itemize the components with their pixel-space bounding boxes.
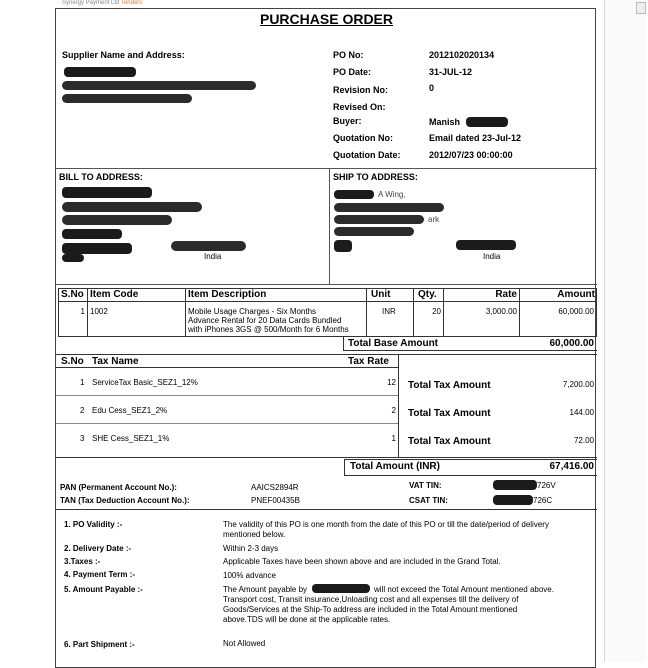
quotation-date-value: 2012/07/23 00:00:00 [429, 150, 513, 160]
redaction-mark [62, 202, 202, 212]
term-text: Within 2-3 days [223, 544, 279, 553]
bill-to-country: India [204, 252, 222, 261]
ship-to-label: SHIP TO ADDRESS: [333, 172, 418, 182]
tax-name: SHE Cess_SEZ1_1% [92, 434, 170, 443]
total-base-label: Total Base Amount [348, 338, 439, 349]
supplier-label: Supplier Name and Address: [62, 50, 185, 60]
item-desc-line-1: Mobile Usage Charges - Six Months [188, 307, 317, 316]
redaction-mark [334, 227, 414, 236]
header-line-left: Synergy Payment Ltd [62, 0, 120, 6]
po-no-value: 2012102020134 [429, 50, 495, 60]
buyer-value: Manish [429, 117, 461, 127]
redaction-mark [62, 94, 192, 103]
redaction-mark [334, 240, 352, 252]
tan-label: TAN (Tax Deduction Account No.): [60, 496, 190, 505]
tax-sno: 3 [80, 434, 85, 443]
redaction-mark [493, 495, 533, 505]
vat-tin-label: VAT TIN: [409, 481, 442, 490]
quotation-no-label: Quotation No: [333, 133, 393, 143]
csat-tin-suffix: 726C [533, 496, 553, 505]
buyer-label: Buyer: [333, 116, 362, 126]
quotation-date-label: Quotation Date: [333, 150, 401, 160]
term-text: will not exceed the Total Amount mentioned above. [374, 585, 554, 594]
grand-total-label: Total Amount (INR) [350, 461, 440, 472]
redaction-mark [62, 243, 132, 254]
items-header-sno: S.No [61, 289, 84, 300]
redaction-mark [64, 67, 136, 77]
redaction-mark [62, 254, 84, 262]
term-text: The validity of this PO is one month from the date of this PO or till the date/period of delivery [223, 520, 549, 529]
items-col-border [87, 288, 88, 336]
item-sno: 1 [80, 307, 85, 316]
term-text: 100% advance [223, 571, 276, 580]
redaction-mark [62, 229, 122, 239]
term-text: Applicable Taxes have been shown above and are included in the Grand Total. [223, 557, 501, 566]
total-base-bottom [343, 350, 597, 351]
term-label: 5. Amount Payable :- [64, 585, 143, 594]
tax-header-sno: S.No [61, 356, 84, 367]
items-col-border [185, 288, 186, 336]
term-text: Transport cost, Transit insurance,Unloading cost and all expenses till the delivery of [223, 595, 519, 604]
tax-total-amount: 7,200.00 [562, 380, 594, 389]
tax-row-divider [56, 423, 398, 424]
term-label: 4. Payment Term :- [64, 570, 135, 579]
item-amount: 60,000.00 [558, 307, 594, 316]
items-header-unit: Unit [371, 289, 391, 300]
tax-sno: 1 [80, 378, 85, 387]
po-date-value: 31-JUL-12 [429, 67, 473, 77]
tax-total-label: Total Tax Amount [408, 436, 491, 447]
section-divider [56, 168, 597, 169]
tax-col-border [398, 354, 399, 457]
section-divider [56, 284, 597, 285]
redaction-mark [334, 203, 444, 212]
revised-on-label: Revised On: [333, 102, 386, 112]
term-label: 2. Delivery Date :- [64, 544, 132, 553]
grand-total-bottom [344, 475, 597, 476]
item-unit: INR [382, 307, 396, 316]
total-base-value: 60,000.00 [549, 338, 594, 349]
redaction-mark [62, 215, 172, 225]
term-text: The Amount payable by [223, 585, 308, 594]
redaction-mark [334, 190, 374, 199]
term-label: 3.Taxes :- [64, 557, 101, 566]
revision-no-label: Revision No: [333, 85, 389, 95]
grand-total-value: 67,416.00 [549, 461, 594, 472]
items-col-border [596, 288, 597, 336]
term-text: mentioned below. [223, 530, 286, 539]
tax-table-top [56, 354, 597, 355]
vertical-scrollbar[interactable] [604, 0, 645, 662]
tax-name: Edu Cess_SEZ1_2% [92, 406, 168, 415]
redaction-mark [171, 241, 246, 251]
vat-tin-suffix: 726V [537, 481, 556, 490]
header-line [62, 0, 142, 6]
section-divider [329, 168, 330, 285]
item-rate: 3,000.00 [485, 307, 517, 316]
items-header-code: Item Code [90, 289, 139, 300]
items-col-border [366, 288, 367, 336]
tax-total-label: Total Tax Amount [408, 380, 491, 391]
tax-rate: 1 [391, 434, 396, 443]
section-divider [56, 509, 597, 510]
scrollbar-thumb[interactable] [636, 2, 646, 14]
ship-to-country: India [483, 252, 501, 261]
purchase-order-page [55, 8, 596, 668]
items-header-qty: Qty. [418, 289, 437, 300]
redaction-mark [62, 187, 152, 198]
total-base-border [343, 336, 344, 350]
redaction-mark [312, 584, 370, 593]
tax-header-bottom [56, 367, 398, 368]
item-code: 1002 [90, 307, 108, 316]
tax-header-name: Tax Name [92, 356, 139, 367]
tax-header-rate: Tax Rate [348, 356, 389, 367]
term-label: 1. PO Validity :- [64, 520, 123, 529]
items-header-rate: Rate [495, 289, 517, 300]
redaction-mark [62, 81, 256, 90]
item-desc-line-2: Advance Rental for 20 Data Cards Bundled [188, 316, 342, 325]
pan-value: AAICS2894R [251, 483, 299, 492]
term-label: 6. Part Shipment :- [64, 640, 135, 649]
ship-to-fragment: A Wing, [378, 190, 406, 199]
po-date-label: PO Date: [333, 67, 372, 77]
redaction-mark [493, 480, 537, 490]
bill-to-label: BILL TO ADDRESS: [59, 172, 143, 182]
header-line-accent: Tenders [120, 0, 143, 6]
quotation-no-value: Email dated 23-Jul-12 [429, 133, 522, 143]
tax-name: ServiceTax Basic_SEZ1_12% [92, 378, 198, 387]
term-text: above.TDS will be done at the applicable rates. [223, 615, 391, 624]
items-body-bottom [58, 336, 597, 337]
po-no-label: PO No: [333, 50, 364, 60]
item-desc-line-3: with iPhones 3GS @ 500/Month for 6 Months [188, 325, 349, 334]
tax-total-amount: 144.00 [569, 408, 594, 417]
revision-no-value: 0 [429, 83, 435, 93]
tax-total-amount: 72.00 [573, 436, 594, 445]
grand-total-border [344, 459, 345, 475]
tan-value: PNEF00435B [251, 496, 300, 505]
redaction-mark [334, 215, 424, 224]
tax-sno: 2 [80, 406, 85, 415]
pan-label: PAN (Permanent Account No.): [60, 483, 177, 492]
redaction-mark [466, 117, 508, 127]
tax-row-divider [56, 395, 398, 396]
term-text: Not Allowed [223, 639, 266, 648]
tax-total-label: Total Tax Amount [408, 408, 491, 419]
redaction-mark [456, 240, 516, 250]
tax-rate: 2 [391, 406, 396, 415]
items-header-desc: Item Description [188, 289, 267, 300]
tax-table-bottom [56, 457, 597, 458]
items-header-bottom [58, 301, 597, 302]
grand-total-top [344, 459, 597, 460]
term-text: Goods/Services at the Ship-To address are included in the Total Amount mentioned [223, 605, 518, 614]
csat-tin-label: CSAT TIN: [409, 496, 448, 505]
items-header-amount: Amount [557, 289, 595, 300]
item-qty: 20 [432, 307, 441, 316]
page-title: PURCHASE ORDER [259, 11, 393, 27]
ship-to-fragment-2: ark [428, 215, 440, 224]
tax-rate: 12 [387, 378, 396, 387]
